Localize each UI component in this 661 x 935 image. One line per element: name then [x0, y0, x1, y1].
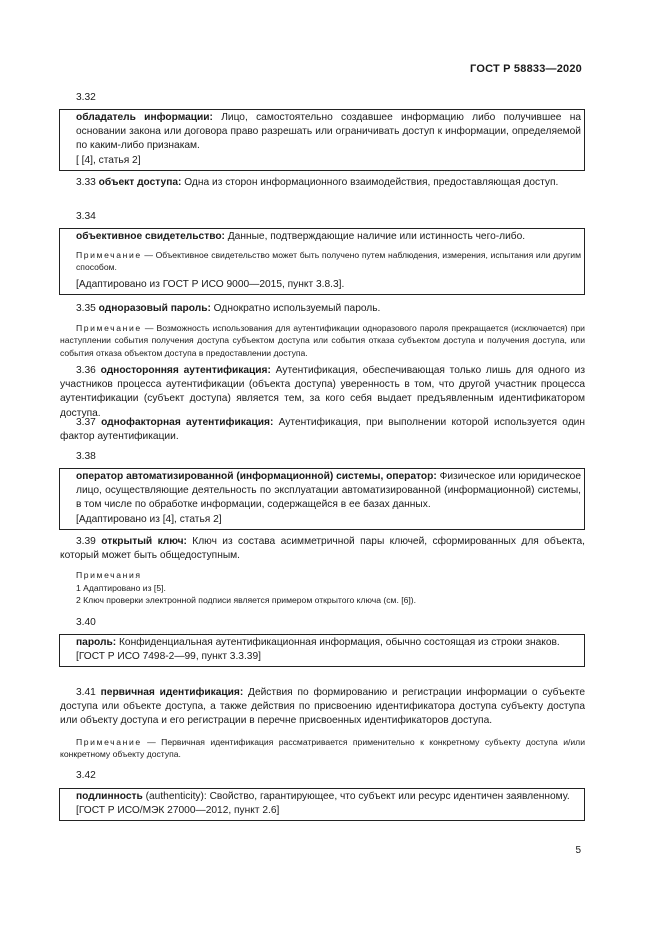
entry-number: 3.36 [76, 365, 96, 376]
definition [76, 230, 581, 244]
entry-3-35 [60, 302, 585, 359]
entry-3-39 [60, 535, 585, 606]
entry-3-33 [60, 176, 585, 190]
term: обладатель информации: [76, 112, 213, 123]
note-label: Примечание [76, 736, 142, 747]
note-label: Примечание [76, 250, 142, 261]
term: объект доступа: [98, 177, 182, 188]
term: односторонняя аутентификация: [100, 365, 271, 376]
source: [ [4], статья 2] [76, 154, 141, 166]
definition [60, 686, 585, 729]
note-2: 2 Ключ проверки электронной подписи является примером открытого ключа (см. [6]). [76, 594, 417, 605]
source: [Адаптировано из ГОСТ Р ИСО 9000—2015, пункт 3.8.3]. [76, 278, 345, 290]
source: [ГОСТ Р ИСО/МЭК 27000—2012, пункт 2.6] [76, 805, 280, 817]
definition [76, 111, 581, 154]
term: одноразовый пароль: [98, 303, 211, 314]
definition-text: Однократно используемый пароль. [210, 303, 381, 314]
page-number: 5 [575, 845, 581, 856]
notes-label: Примечания [76, 570, 142, 581]
term-box-3-34 [59, 228, 585, 295]
note-text: — Объективное свидетельство может быть получено путем наблюдения, измерения, испытания или другим способом. [76, 250, 581, 273]
entry-number: 3.38 [76, 451, 96, 462]
source: [ГОСТ Р ИСО 7498-2—99, пункт 3.3.39] [76, 651, 261, 663]
entry-number: 3.41 [76, 687, 96, 698]
entry-3-41 [60, 686, 585, 760]
definition-text: Аутентификация, при выполнении которой используется один фактор аутентификации. [60, 417, 585, 443]
entry-3-36 [60, 364, 585, 421]
entry-number: 3.37 [76, 417, 96, 428]
definition-text: Одна из сторон информационного взаимодействия, предоставляющая доступ. [181, 177, 559, 188]
note [76, 249, 581, 273]
definition-text: Физическое или юридическое лицо, осуществляющие деятельность по эксплуатации автоматизированной (информационной) системы, в том числе по обработке информации, содержащейся в ее базах данных. [76, 471, 581, 511]
document-code: ГОСТ Р 58833—2020 [470, 63, 582, 75]
term-box-3-32 [59, 109, 585, 171]
entry-number: 3.35 [76, 303, 96, 314]
note-text: — Возможность использования для аутентификации одноразового пароля прекращается (исключается) при наступлении события получения доступа субъектом доступа или события отказа субъектом доступа и получения доступа, или события отказа объектом доступа в предоставлении доступа. [60, 323, 585, 358]
term: однофакторная аутентификация: [101, 417, 274, 428]
term: первичная идентификация: [100, 687, 244, 698]
note [60, 322, 585, 359]
definition-text: Лицо, самостоятельно создавшее информацию либо получившее на основании закона или договора право разрешать или ограничивать доступ к информации, определяемой по каким-либо признакам. [76, 112, 581, 152]
term: открытый ключ: [101, 536, 187, 547]
entry-number: 3.39 [76, 536, 96, 547]
term-box-3-42 [59, 788, 585, 821]
term-box-3-40 [59, 634, 585, 667]
entry-number: 3.40 [76, 617, 96, 628]
entry-number: 3.34 [76, 211, 96, 222]
note-label: Примечание [76, 323, 142, 334]
definition [76, 636, 581, 650]
definition-text: Конфиденциальная аутентификационная информация, обычно состоящая из строки знаков. [116, 637, 560, 648]
entry-number: 3.32 [76, 92, 96, 103]
definition [60, 302, 585, 316]
source: [Адаптировано из [4], статья 2] [76, 513, 222, 525]
note-1: 1 Адаптировано из [5]. [76, 582, 166, 593]
definition [76, 470, 581, 513]
definition [76, 790, 581, 804]
definition-text: Аутентификация, обеспечивающая только лишь для одного из участников процесса аутентификации (объекта доступа) уверенность в том, что другой участник процесса аутентификации (субъект доступа) является тем, за кого себя выдает предъявленным идентификатором доступа. [60, 365, 585, 419]
term: подлинность [76, 791, 143, 802]
term: объективное свидетельство: [76, 231, 225, 242]
entry-number: 3.33 [76, 177, 96, 188]
definition-text: (authenticity): Свойство, гарантирующее, что субъект или ресурс идентичен заявленному. [142, 791, 570, 802]
definition-text: Ключ из состава асимметричной пары ключей, сформированных для объекта, который может быть общедоступным. [60, 536, 585, 562]
term-box-3-38 [59, 468, 585, 530]
note-text: — Первичная идентификация рассматривается применительно к конкретному субъекту доступа и/или конкретному объекту доступа. [60, 736, 585, 759]
term: пароль: [76, 637, 117, 648]
entry-3-37 [60, 416, 585, 444]
entry-number: 3.42 [76, 770, 96, 781]
definition-text: Действия по формированию и регистрации информации о субъекте доступа или объекте доступа, а также действия по присвоению идентификатора доступа субъекту доступа или объекту доступа и его регистрации в перечне присвоенных идентификаторов доступа. [60, 687, 585, 727]
definition-text: Данные, подтверждающие наличие или истинность чего-либо. [224, 231, 526, 242]
term: оператор автоматизированной (информационной) системы, оператор: [76, 471, 437, 482]
note [60, 736, 585, 760]
definition [60, 535, 585, 563]
